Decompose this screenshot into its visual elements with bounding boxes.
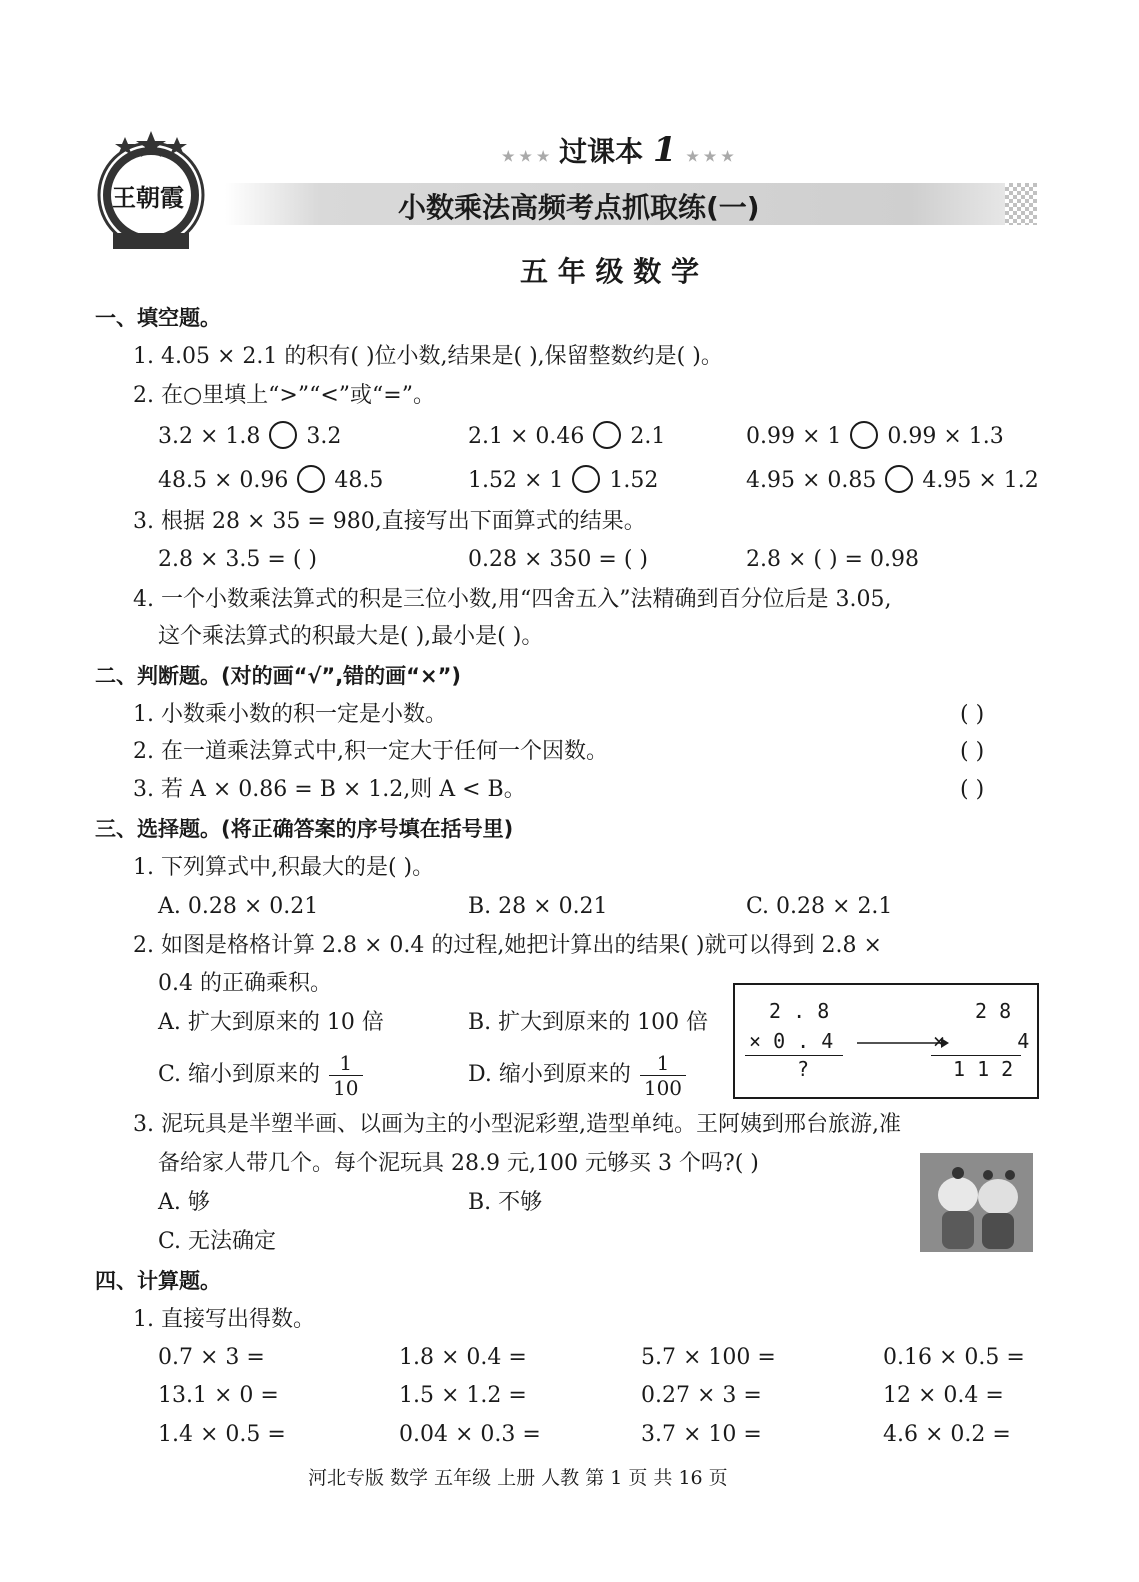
section-heading: 二、判断题。(对的画“√”,错的画“×”)	[95, 664, 461, 688]
question-text: 2. 在○里填上“>”“<”或“=”。	[133, 383, 435, 408]
question-text: 1. 直接写出得数。	[133, 1307, 315, 1332]
option-text: C. 无法确定	[158, 1229, 277, 1254]
calculation-diagram	[733, 983, 1039, 1099]
question-text: 备给家人带几个。每个泥玩具 28.9 元,100 元够买 3 个吗?( )	[158, 1151, 759, 1176]
calc-item: 3.7 × 10 =	[641, 1422, 762, 1447]
compare-item: 48.5 × 0.96 48.5	[158, 465, 383, 496]
diagram-text: × 4	[933, 1029, 1030, 1053]
compare-circle[interactable]	[572, 465, 600, 493]
calc-item: 4.6 × 0.2 =	[883, 1422, 1011, 1447]
question-text: 1. 4.05 × 2.1 的积有( )位小数,结果是( ),保留整数约是( )。	[133, 344, 723, 369]
logo-text: 王朝霞	[112, 183, 184, 212]
answer-blank[interactable]: 2.8 × ( ) = 0.98	[746, 547, 919, 572]
star-icon: ★ ★ ★	[686, 149, 734, 165]
diagram-rule	[745, 1055, 843, 1056]
fraction: $\frac{1}{100}$	[640, 1051, 686, 1100]
diagram-text: 1 1 2	[953, 1057, 1014, 1081]
answer-paren[interactable]: ( )	[960, 702, 985, 727]
compare-item: 4.95 × 0.85 4.95 × 1.2	[746, 465, 1039, 496]
title-decoration	[1005, 183, 1037, 225]
compare-circle[interactable]	[297, 465, 325, 493]
calc-item: 1.4 × 0.5 =	[158, 1422, 286, 1447]
diagram-rule	[931, 1055, 1021, 1056]
page-subtitle: 五 年 级 数 学	[520, 255, 699, 288]
diagram-text: × 0 . 4	[749, 1029, 834, 1053]
compare-circle[interactable]	[885, 465, 913, 493]
calc-item: 12 × 0.4 =	[883, 1383, 1004, 1408]
compare-circle[interactable]	[593, 421, 621, 449]
option-text: A. 扩大到原来的 10 倍	[158, 1010, 384, 1035]
calc-item: 0.04 × 0.3 =	[399, 1422, 541, 1447]
option-text: B. 28 × 0.21	[468, 894, 608, 919]
compare-item: 0.99 × 1 0.99 × 1.3	[746, 421, 1004, 452]
compare-circle[interactable]	[850, 421, 878, 449]
option-text: B. 不够	[468, 1190, 543, 1215]
calc-item: 1.5 × 1.2 =	[399, 1383, 527, 1408]
question-text: 2. 如图是格格计算 2.8 × 0.4 的过程,她把计算出的结果( )就可以得到 2.8 ×	[133, 933, 882, 958]
section-heading: 一、填空题。	[95, 306, 221, 330]
question-text: 这个乘法算式的积最大是( ),最小是( )。	[158, 624, 544, 649]
question-text: 3. 泥玩具是半塑半画、以画为主的小型泥彩塑,造型单纯。王阿姨到邢台旅游,准	[133, 1112, 901, 1137]
option-text: A. 0.28 × 0.21	[158, 894, 319, 919]
series-number: 1	[652, 130, 677, 170]
answer-paren[interactable]: ( )	[960, 777, 985, 802]
series-text: 过课本	[559, 135, 644, 168]
compare-circle[interactable]	[269, 421, 297, 449]
section-heading: 三、选择题。(将正确答案的序号填在括号里)	[95, 817, 514, 841]
page-footer: 河北专版 数学 五年级 上册 人教 第 1 页 共 16 页	[308, 1467, 728, 1489]
series-label	[502, 130, 734, 170]
option-text: C. 0.28 × 2.1	[746, 894, 893, 919]
option-text: B. 扩大到原来的 100 倍	[468, 1010, 709, 1035]
option-text: D. 缩小到原来的 $\frac{1}{100}$	[468, 1045, 686, 1105]
diagram-text: ?	[797, 1057, 810, 1081]
compare-item: 2.1 × 0.46 2.1	[468, 421, 665, 452]
calc-item: 0.7 × 3 =	[158, 1345, 265, 1370]
compare-item: 3.2 × 1.8 3.2	[158, 421, 341, 452]
calc-item: 5.7 × 100 =	[641, 1345, 776, 1370]
question-text: 2. 在一道乘法算式中,积一定大于任何一个因数。	[133, 739, 608, 764]
fraction: $\frac{1}{10}$	[329, 1051, 362, 1100]
calc-item: 0.27 × 3 =	[641, 1383, 762, 1408]
diagram-text: 2 . 8	[757, 999, 830, 1023]
clay-toy-photo	[920, 1153, 1033, 1252]
diagram-text: 2 8	[975, 999, 1012, 1023]
compare-item: 1.52 × 1 1.52	[468, 465, 658, 496]
star-icon: ★ ★ ★	[502, 149, 550, 165]
question-text: 4. 一个小数乘法算式的积是三位小数,用“四舍五入”法精确到百分位后是 3.05,	[133, 587, 892, 612]
calc-item: 0.16 × 0.5 =	[883, 1345, 1025, 1370]
question-text: 3. 若 A × 0.86 = B × 1.2,则 A < B。	[133, 777, 526, 802]
question-text: 1. 下列算式中,积最大的是( )。	[133, 855, 435, 880]
calc-item: 1.8 × 0.4 =	[399, 1345, 527, 1370]
answer-paren[interactable]: ( )	[960, 739, 985, 764]
section-heading: 四、计算题。	[95, 1269, 221, 1293]
calc-item: 13.1 × 0 =	[158, 1383, 279, 1408]
option-text: C. 缩小到原来的 $\frac{1}{10}$	[158, 1045, 363, 1105]
question-text: 0.4 的正确乘积。	[158, 971, 332, 996]
question-text: 1. 小数乘小数的积一定是小数。	[133, 702, 447, 727]
page-title: 小数乘法高频考点抓取练(一)	[398, 191, 760, 224]
answer-blank[interactable]: 2.8 × 3.5 = ( )	[158, 547, 317, 572]
answer-blank[interactable]: 0.28 × 350 = ( )	[468, 547, 648, 572]
question-text: 3. 根据 28 × 35 = 980,直接写出下面算式的结果。	[133, 509, 646, 534]
option-text: A. 够	[158, 1190, 210, 1215]
